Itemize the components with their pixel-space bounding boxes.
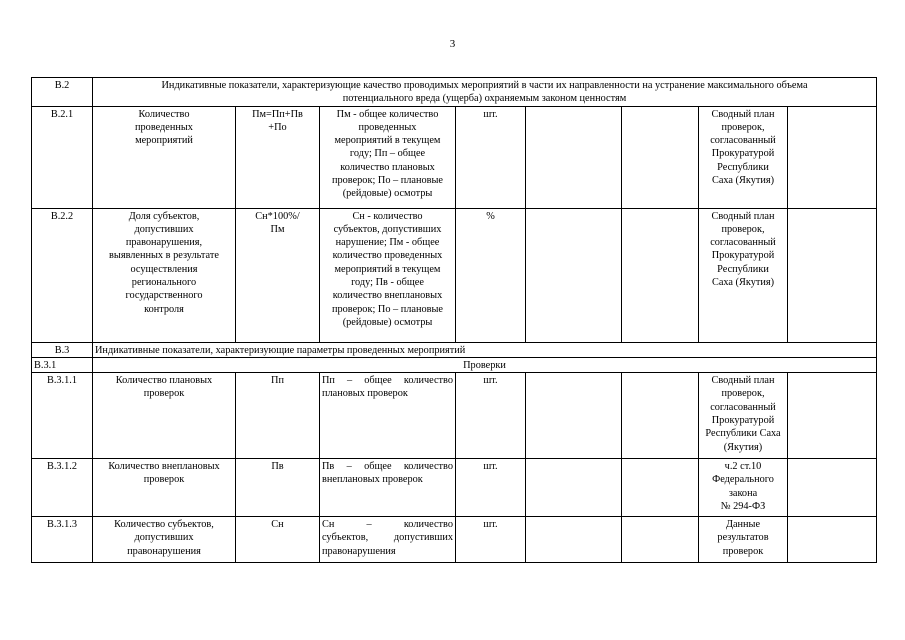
text-line: выявленных в результате [109,250,219,262]
text-line: Прокуратурой [711,148,775,160]
text-line: Сн – количество [322,519,453,531]
text-line: +По [268,121,287,133]
text-line: Пп – общее количество [322,375,453,387]
text-line: Федерального [712,474,774,486]
text-line: закона [728,487,758,499]
text-line: осуществления [130,263,198,275]
text-line: мероприятий в текущем [334,263,441,275]
unit: % [456,208,526,342]
text-line: году; Пв - общее [351,277,424,289]
text-line: Саха (Якутия) [711,175,775,187]
text-line: проверок, [721,388,765,400]
text-line: мероприятий в текущем [334,135,441,147]
text-line: Пв – общее количество [322,461,453,473]
section-title-line: потенциального вреда (ущерба) охраняемым законом ценностям [342,93,627,105]
indicators-table [31,77,877,563]
formula: Пв [236,459,320,517]
description [320,373,456,459]
text-line: Республики Саха [705,428,781,440]
indicator-name [93,373,236,459]
text-line: плановых проверок [322,388,408,400]
text-line: согласованный [710,401,776,413]
indicator-name [93,459,236,517]
unit: шт. [456,517,526,563]
description [320,208,456,342]
text-line: Количество субъектов, [114,519,214,531]
row-code: В.2.2 [32,208,93,342]
indicator-name [93,208,236,342]
empty-cell [622,373,699,459]
page-number: 3 [449,38,456,50]
empty-cell [788,517,877,563]
formula [236,208,320,342]
text-line: количество внеплановых [332,290,443,302]
table-row [32,106,877,208]
source [699,517,788,563]
text-line: государственного [125,290,203,302]
text-line: Сн*100%/ [255,210,300,222]
text-line: внеплановых проверок [322,474,423,486]
table-row [32,208,877,342]
text-line: Пм - общее количество [336,108,439,120]
text-line: Прокуратурой [711,250,775,262]
text-line: количество плановых [340,161,435,173]
text-line: согласованный [710,237,776,249]
text-line: субъектов, допустивших [322,532,453,544]
text-line: допустивших [134,532,194,544]
description [320,517,456,563]
text-line: Пм=Пп+Пв [252,108,303,120]
text-line: согласованный [710,135,776,147]
text-line: Республики [717,263,769,275]
text-line: проверок, [721,121,765,133]
text-line: (рейдовые) осмотры [342,188,433,200]
unit: шт. [456,373,526,459]
text-line: Количество плановых [115,375,213,387]
text-line: проверок [722,545,764,557]
text-line: проверок; По – плановые [331,303,444,315]
text-line: Республики [717,161,769,173]
table-row [32,517,877,563]
text-line: мероприятий [135,135,193,147]
text-line: результатов [717,532,769,544]
section-title [93,78,877,107]
text-line: Количество [138,108,190,120]
text-line: субъектов, допустивших [333,223,442,235]
text-line: контроля [144,303,184,315]
formula: Сн [236,517,320,563]
source [699,106,788,208]
text-line: № 294-ФЗ [720,501,766,513]
text-line: количество проведенных [332,250,443,262]
empty-cell [526,517,622,563]
empty-cell [788,459,877,517]
text-line: Прокуратурой [711,415,775,427]
indicator-name [93,106,236,208]
source [699,459,788,517]
text-line: проверок [143,474,185,486]
subsection-title: Проверки [93,357,877,372]
empty-cell [526,373,622,459]
subsection-code: В.3.1 [32,357,93,372]
text-line: проверок, [721,223,765,235]
table-row [32,373,877,459]
source [699,208,788,342]
section-title: Индикативные показатели, характеризующие параметры проведенных мероприятий [93,342,877,357]
empty-cell [526,459,622,517]
section-header-row [32,78,877,107]
table-row [32,459,877,517]
text-line: правонарушения [127,545,201,557]
description [320,106,456,208]
text-line: Саха (Якутия) [711,277,775,289]
text-line: правонарушения [322,545,396,557]
unit: шт. [456,459,526,517]
text-line: Количество внеплановых [108,461,220,473]
text-line: Данные [725,519,761,531]
empty-cell [622,106,699,208]
empty-cell [526,106,622,208]
empty-cell [788,106,877,208]
text-line: проведенных [358,121,417,133]
text-line: Сводный план [711,108,775,120]
section-header-row [32,342,877,357]
text-line: Сводный план [711,210,775,222]
text-line: ч.2 ст.10 [724,461,762,473]
text-line: нарушение; Пм - общее [335,237,440,249]
text-line: (рейдовые) осмотры [342,316,433,328]
text-line: допустивших [134,223,194,235]
row-code: В.3.1.3 [32,517,93,563]
description [320,459,456,517]
formula: Пп [236,373,320,459]
row-code: В.3.1.2 [32,459,93,517]
text-line: году; Пп – общее [349,148,426,160]
unit: шт. [456,106,526,208]
text-line: Доля субъектов, [128,210,200,222]
empty-cell [622,517,699,563]
text-line: правонарушения, [125,237,203,249]
formula [236,106,320,208]
section-title-line: Индикативные показатели, характеризующие качество проводимых мероприятий в части их направленности на устранение максимального объема [161,80,808,91]
empty-cell [788,373,877,459]
indicator-name [93,517,236,563]
row-code: В.3.1.1 [32,373,93,459]
source [699,373,788,459]
section-code: В.2 [32,78,93,107]
empty-cell [622,459,699,517]
text-line: Сводный план [711,375,775,387]
section-code: В.3 [32,342,93,357]
text-line: проверок; По – плановые [331,175,444,187]
text-line: проведенных [135,121,193,133]
empty-cell [526,208,622,342]
text-line: проверок [143,388,185,400]
text-line: Пм [270,223,285,235]
empty-cell [622,208,699,342]
empty-cell [788,208,877,342]
text-line: Сн - количество [352,210,423,222]
subsection-header-row [32,357,877,372]
text-line: (Якутия) [723,441,763,453]
row-code: В.2.1 [32,106,93,208]
text-line: регионального [131,277,197,289]
